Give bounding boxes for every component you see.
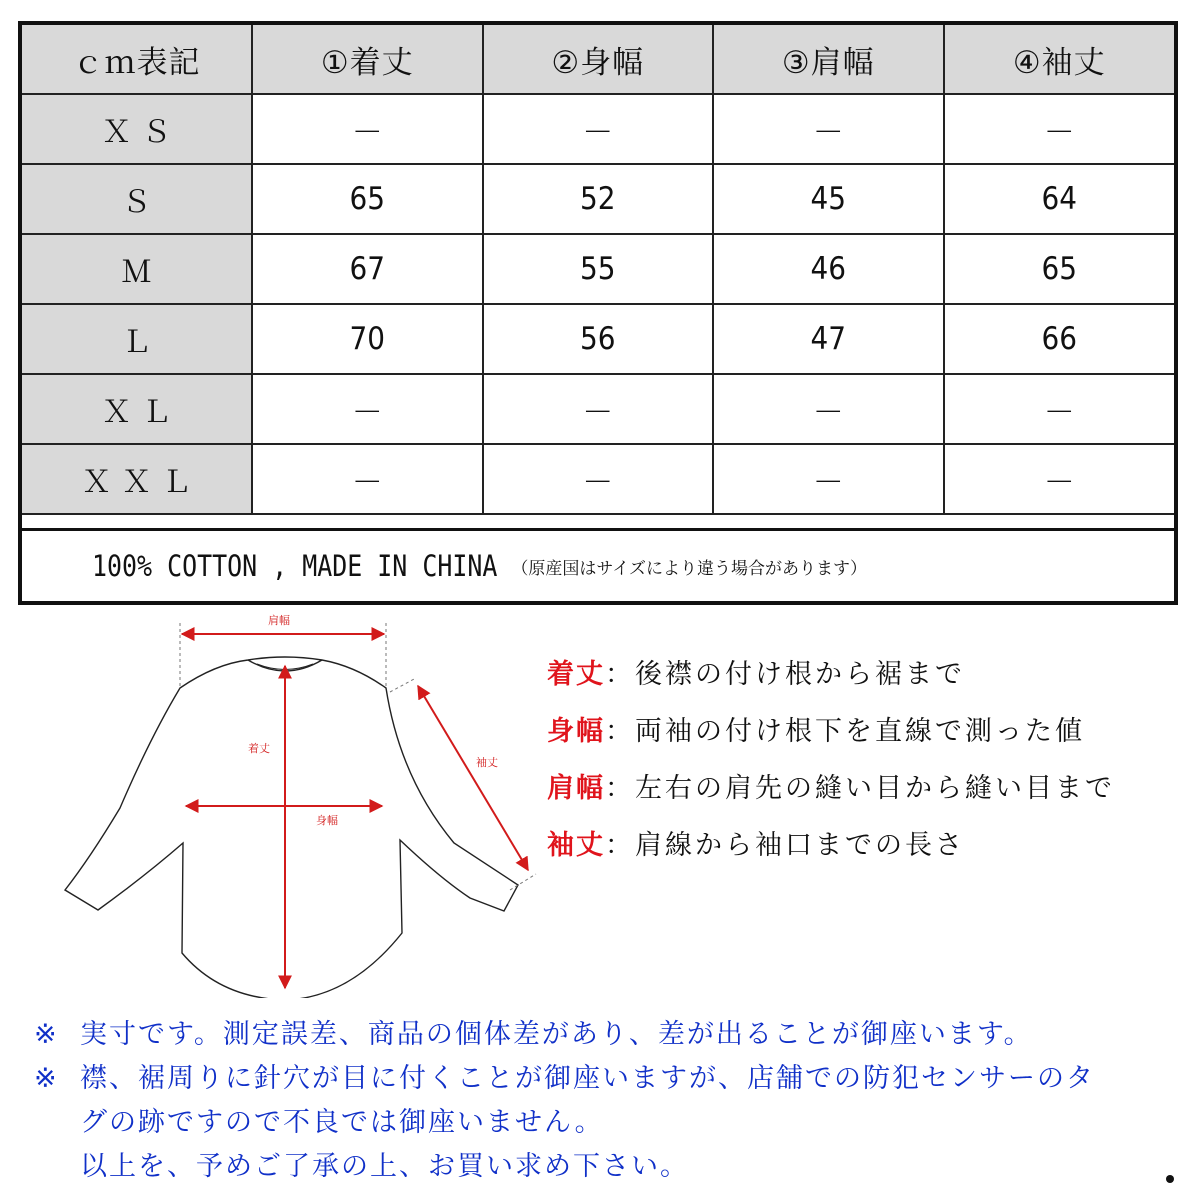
table-row: [22, 444, 1174, 514]
diagram-label-length: 着丈: [248, 742, 270, 755]
table-cell: 52: [483, 164, 714, 234]
definition-term: 肩幅: [547, 773, 605, 804]
size-label: Ｓ: [22, 164, 252, 234]
size-label: ＸＬ: [22, 374, 252, 444]
definition-desc: ：両袖の付け根下を直線で測った値: [605, 716, 1085, 747]
definition-term: 身幅: [547, 716, 605, 747]
size-label: ＸＳ: [22, 94, 252, 164]
size-label: Ｌ: [22, 304, 252, 374]
table-cell: 67: [252, 234, 483, 304]
header-unit: ｃｍ表記: [22, 25, 252, 94]
table-cell: －: [252, 444, 483, 514]
table-row: [22, 374, 1174, 444]
table-cell: 55: [483, 234, 714, 304]
note-line: [34, 1057, 1194, 1101]
note-line: [34, 1145, 1194, 1189]
definition-desc: ：肩線から袖口までの長さ: [605, 830, 965, 861]
size-table: [18, 21, 1178, 605]
measurement-definitions: [547, 643, 1187, 871]
size-label: ＸＸＬ: [22, 444, 252, 514]
table-row: [22, 234, 1174, 304]
table-cell: 66: [944, 304, 1175, 374]
definition-term: 袖丈: [547, 830, 605, 861]
header-width: ②身幅: [483, 25, 714, 94]
table-cell: 65: [252, 164, 483, 234]
table-cell: －: [483, 444, 714, 514]
table-cell: 56: [483, 304, 714, 374]
note-mark-icon: ※: [34, 1019, 59, 1050]
table-cell: 65: [944, 234, 1175, 304]
size-label: Ｍ: [22, 234, 252, 304]
table-cell: －: [944, 374, 1175, 444]
table-cell: －: [713, 374, 944, 444]
size-chart: [22, 25, 1174, 515]
note-mark-icon: ※: [34, 1063, 59, 1094]
table-cell: 64: [944, 164, 1175, 234]
material-row: [22, 528, 1174, 601]
table-row: [22, 164, 1174, 234]
definition-row: [547, 643, 1187, 700]
note-text: グの跡ですので不良では御座いません。: [80, 1107, 604, 1138]
diagram-label-width: 身幅: [316, 814, 338, 827]
header-sleeve: ④袖丈: [944, 25, 1175, 94]
table-cell: 46: [713, 234, 944, 304]
table-cell: －: [944, 94, 1175, 164]
definition-row: [547, 814, 1187, 871]
origin-note: （原産国はサイズにより違う場合があります）: [511, 558, 868, 579]
table-header-row: [22, 25, 1174, 94]
diagram-label-shoulder: 肩幅: [268, 614, 290, 627]
header-length: ①着丈: [252, 25, 483, 94]
table-cell: 47: [713, 304, 944, 374]
table-cell: －: [944, 444, 1175, 514]
bullet-dot-icon: [1166, 1175, 1174, 1183]
material-text: 100% COTTON , MADE IN CHINA: [92, 549, 498, 583]
table-cell: －: [713, 94, 944, 164]
note-line: [34, 1013, 1194, 1057]
shirt-outline-icon: [50, 608, 550, 998]
definition-term: 着丈: [547, 659, 605, 690]
note-text: 実寸です。測定誤差、商品の個体差があり、差が出ることが御座います。: [80, 1019, 1033, 1050]
note-text: 以上を、予めご了承の上、お買い求め下さい。: [80, 1151, 689, 1182]
definition-row: [547, 700, 1187, 757]
table-cell: －: [252, 374, 483, 444]
note-line: [34, 1101, 1194, 1145]
table-cell: －: [252, 94, 483, 164]
diagram-label-sleeve: 袖丈: [476, 756, 498, 769]
table-cell: 45: [713, 164, 944, 234]
table-cell: －: [483, 374, 714, 444]
definition-desc: ：左右の肩先の縫い目から縫い目まで: [605, 773, 1115, 804]
table-cell: －: [713, 444, 944, 514]
table-row: [22, 94, 1174, 164]
table-cell: 70: [252, 304, 483, 374]
definition-desc: ：後襟の付け根から裾まで: [605, 659, 965, 690]
note-text: 襟、裾周りに針穴が目に付くことが御座いますが、店舗での防犯センサーのタ: [80, 1063, 1095, 1094]
definition-row: [547, 757, 1187, 814]
garment-diagram: [50, 608, 550, 998]
table-row: [22, 304, 1174, 374]
notes-section: [34, 1013, 1194, 1189]
table-cell: －: [483, 94, 714, 164]
header-shoulder: ③肩幅: [713, 25, 944, 94]
